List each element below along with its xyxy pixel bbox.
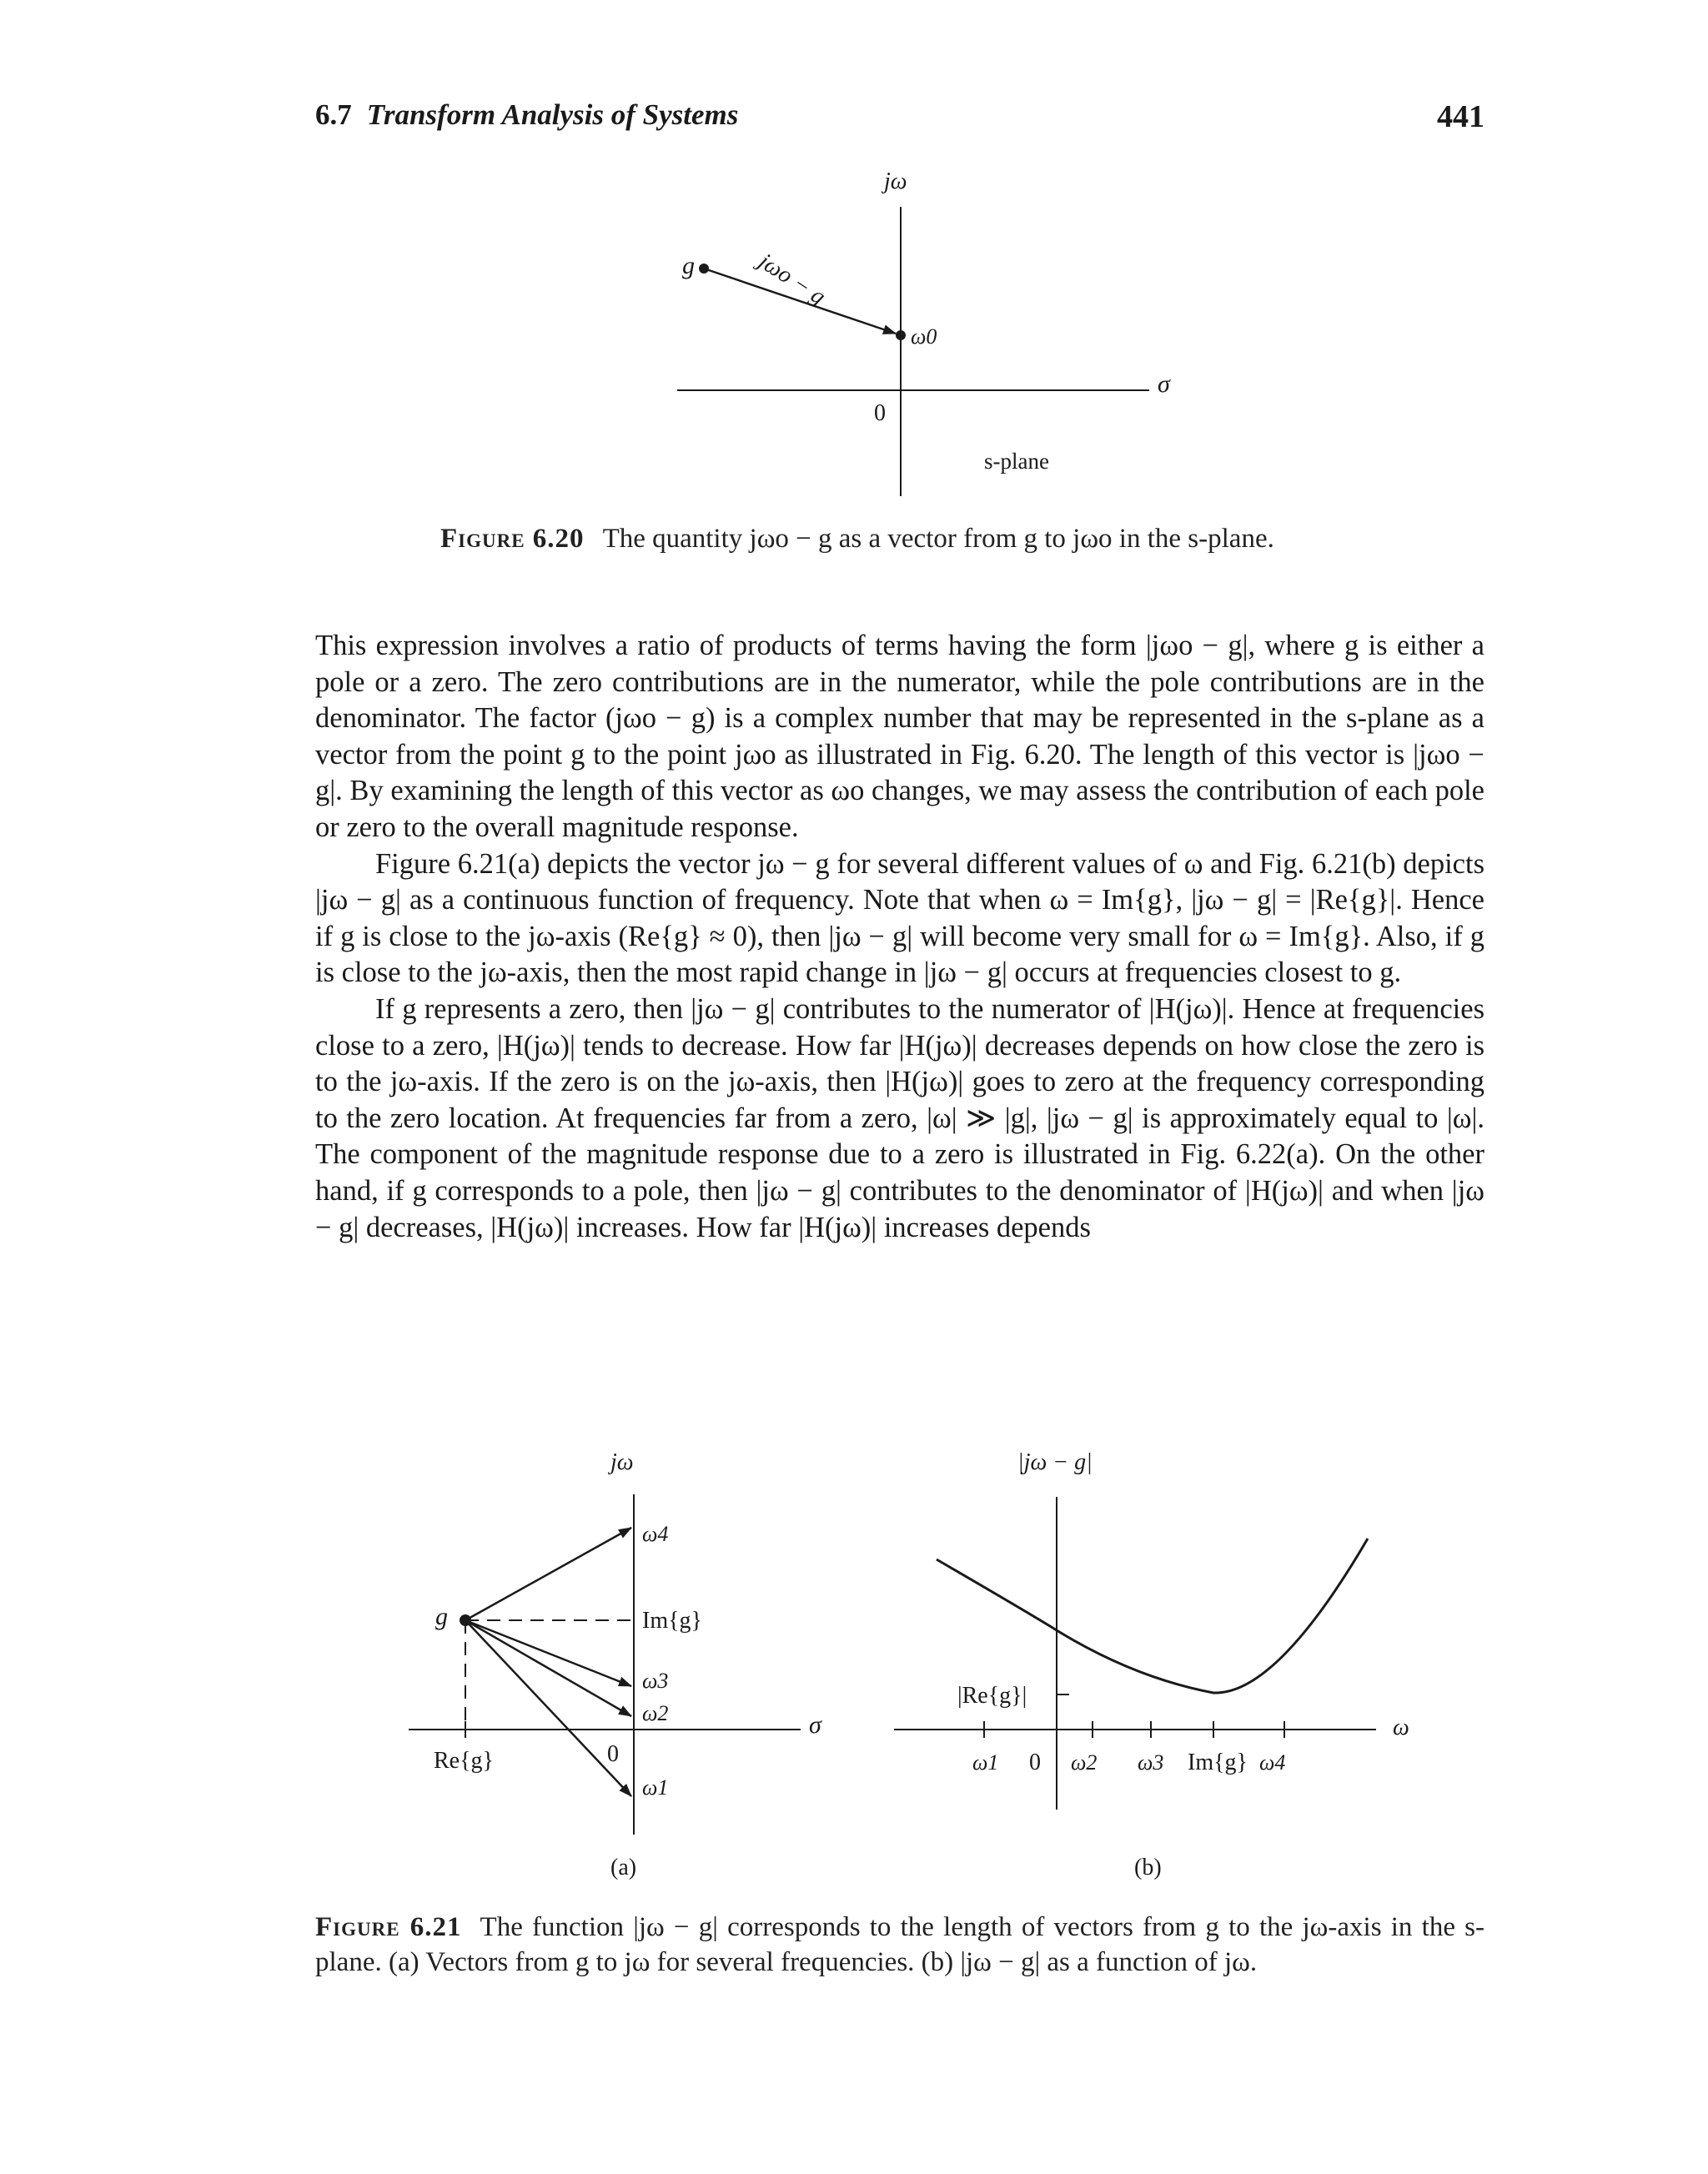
- panel-a-label: (a): [610, 1855, 637, 1880]
- origin-label: 0: [607, 1741, 619, 1767]
- re-g-label: Re{g}: [434, 1748, 494, 1774]
- magnitude-curve: [937, 1539, 1368, 1693]
- caption-label: Figure 6.21: [315, 1912, 462, 1942]
- caption-label: Figure 6.20: [440, 524, 585, 554]
- figure-6-20-caption: [440, 521, 1483, 556]
- section-number: 6.7: [315, 98, 352, 131]
- section-heading: [315, 98, 738, 132]
- section-title: Transform Analysis of Systems: [366, 98, 739, 131]
- point-w0-label: ω0: [911, 324, 937, 349]
- point-g-label: g: [435, 1603, 448, 1630]
- omega-3-label: ω3: [642, 1669, 669, 1693]
- caption-text: The function |jω − g| corresponds to the length of vectors from g to the jω-axis in the s-plane. (a) Vectors from g to jω for several frequencies. (b) |jω − g| as a function of jω.: [315, 1912, 1485, 1977]
- paragraph: If g represents a zero, then |jω − g| contributes to the numerator of |H(jω)|. Hence at frequencies close to a zero, |H(jω)| tends to decrease. How far |H(jω)| decreases depends on how close the zero is to the jω-axis. If the zero is on the jω-axis, then |H(jω)| goes to zero at the frequency corresponding to the zero location. At frequencies far from a zero, |ω| ≫ |g|, |jω − g| is approximately equal to |ω|. The component of the magnitude response due to a zero is illustrated in Fig. 6.22(a). On the other hand, if g corresponds to a pole, then |jω − g| contributes to the denominator of |H(jω)| and when |jω − g| decreases, |H(jω)| increases. How far |H(jω)| increases depends: [315, 992, 1484, 1243]
- origin-label: 0: [874, 400, 886, 426]
- jw-axis-label: jω: [884, 168, 907, 194]
- jw-axis-label: jω: [610, 1449, 634, 1475]
- im-g-label: Im{g}: [642, 1608, 702, 1634]
- omega-2-label: ω2: [642, 1701, 669, 1725]
- figure-6-20: [651, 158, 1201, 509]
- running-header: [315, 98, 1484, 148]
- vector-w3: [465, 1620, 631, 1686]
- paragraph: Figure 6.21(a) depicts the vector jω − g for several different values of ω and Fig. 6.21(b) depicts |jω − g| as a continuous function of frequency. Note that when ω = Im{g}, |jω − g| = |Re{g}|. Hence if g is close to the jω-axis (Re{g} ≈ 0), then |jω − g| will become very small for ω = Im{g}. Also, if g is close to the jω-axis, then the most rapid change in |jω − g| occurs at frequencies closest to g.: [315, 847, 1484, 989]
- re-mag-label: |Re{g}|: [957, 1683, 1027, 1709]
- point-w0: [896, 330, 906, 340]
- tick-omega-3: ω3: [1138, 1750, 1164, 1775]
- panel-b-label: (b): [1134, 1855, 1162, 1880]
- point-g-label: g: [682, 252, 695, 279]
- vector-w4: [465, 1528, 631, 1620]
- magnitude-axis-label: |jω − g|: [1017, 1449, 1093, 1475]
- tick-zero: 0: [1029, 1750, 1041, 1775]
- omega-1-label: ω1: [642, 1775, 669, 1800]
- omega-4-label: ω4: [642, 1522, 669, 1546]
- tick-omega-1: ω1: [972, 1750, 999, 1775]
- figure-6-21b: [884, 1443, 1434, 1893]
- body-text: [315, 628, 1484, 1246]
- vector-label: jωo − g: [754, 248, 831, 311]
- vector-w2: [465, 1620, 631, 1716]
- tick-omega-4: ω4: [1259, 1750, 1286, 1775]
- s-plane-label: s-plane: [984, 449, 1049, 474]
- tick-omega-2: ω2: [1071, 1750, 1098, 1775]
- figure-6-21a: [392, 1443, 859, 1893]
- caption-text: The quantity jωo − g as a vector from g to jωo in the s-plane.: [602, 524, 1274, 554]
- sigma-axis-label: σ: [809, 1711, 821, 1739]
- paragraph: This expression involves a ratio of products of terms having the form |jωo − g|, where g is either a pole or a zero. The zero contributions are in the numerator, while the pole contributions are in the denominator. The factor (jωo − g) is a complex number that may be represented in the s-plane as a vector from the point g to the point jωo as illustrated in Fig. 6.20. The length of this vector is |jωo − g|. By examining the length of this vector as ωo changes, we may assess the contribution of each pole or zero to the overall magnitude response.: [315, 630, 1484, 843]
- tick-im-g: Im{g}: [1188, 1750, 1248, 1775]
- page-number: 441: [1437, 99, 1484, 134]
- sigma-axis-label: σ: [1158, 370, 1170, 398]
- figure-6-21-caption: [315, 1910, 1484, 1980]
- omega-axis-label: ω: [1393, 1715, 1409, 1740]
